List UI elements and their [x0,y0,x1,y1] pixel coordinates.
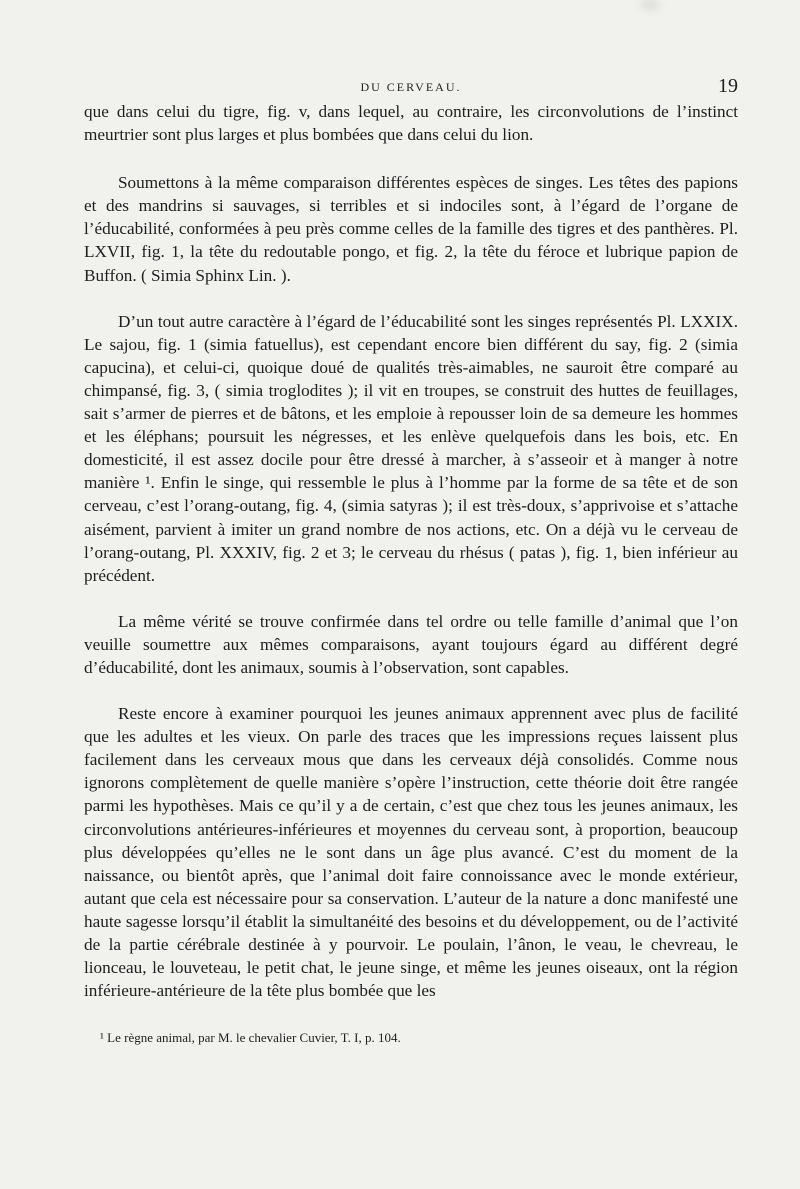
running-title: DU CERVEAU. [360,80,462,94]
page-number: 19 [718,75,738,97]
paragraph-5: Reste encore à examiner pourquoi les jeunes animaux apprennent avec plus de facilité que les adultes et les vieux. On parle des traces que les impressions reçues laissent plus facilement dans les cerveaux mous que dans les cerveaux déjà consolidés. Comme nous ignorons complètement de quelle manière s’opère l’instruction, cette théorie doit être rangée parmi les hypothèses. Mais ce qu’il y a de certain, c’est que chez tous les jeunes animaux, les circonvolutions antérieures-inférieures et moyennes du cerveau sont, à proportion, beaucoup plus développées qu’elles ne le sont dans un âge plus avancé. C’est du moment de la naissance, ou bientôt après, que l’animal doit faire connoissance avec le monde extérieur, autant que cela est nécessaire pour sa conservation. L’auteur de la nature a donc manifesté une haute sagesse lorsqu’il établit la simultanéité des besoins et du développement, ou de l’activité de la partie cérébrale destinée à y pourvoir. Le poulain, l’ânon, le veau, le chevreau, le lionceau, le louveteau, le petit chat, le jeune singe, et même les jeunes oiseaux, ont la région inférieure-antérieure de la tête plus bombée que les [84,704,738,1001]
footnote: ¹ Le règne animal, par M. le chevalier Cuvier, T. I, p. 104. [100,1030,401,1045]
paragraph-1: que dans celui du tigre, fig. v, dans lequel, au contraire, les circonvolutions de l’instinct meurtrier sont plus larges et plus bombées que dans celui du lion. [84,102,738,145]
paper-speck [640,0,660,10]
body-text [84,100,738,1002]
paragraph-4: La même vérité se trouve confirmée dans tel ordre ou telle famille d’animal que l’on veuille soumettre aux mêmes comparaisons, ayant toujours égard au différent degré d’éducabilité, dont les animaux, soumis à l’observation, sont capables. [84,611,738,677]
paragraph-2: Soumettons à la même comparaison différentes espèces de singes. Les têtes des papions et des mandrins si sauvages, si terribles et si indociles sont, à l’égard de l’organe de l’éducabilité, conformées à peu près comme celles de la famille des tigres et des panthères. Pl. LXVII, fig. 1, la tête du redoutable pongo, et fig. 2, la tête du féroce et lubrique papion de Buffon. ( Simia Sphinx Lin. ). [84,173,738,285]
running-head [84,75,738,100]
paragraph-3: D’un tout autre caractère à l’égard de l’éducabilité sont les singes représentés Pl. LXXIX. Le sajou, fig. 1 (simia fatuellus), est cependant encore bien différent du say, fig. 2 (simia capucina), et celui-ci, quoique doué de qualités très-aimables, ne sauroit être comparé au chimpansé, fig. 3, ( simia troglodites ); il vit en troupes, se construit des huttes de feuillages, sait s’armer de pierres et de bâtons, et les emploie à repousser loin de sa demeure les hommes et les éléphans; poursuit les négresses, et les enlève quelquefois dans les bois, etc. En domesticité, il est assez docile pour être dressé à marcher, à s’asseoir et à manger à notre manière ¹. Enfin le singe, qui ressemble le plus à l’homme par la forme de sa tête et de son cerveau, c’est l’orang-outang, fig. 4, (simia satyras ); il est très-doux, s’apprivoise et s’attache aisément, parvient à imiter un grand nombre de nos actions, etc. On a déjà vu le cerveau de l’orang-outang, Pl. XXXIV, fig. 2 et 3; le cerveau du rhésus ( patas ), fig. 1, bien inférieur au précédent. [84,311,738,585]
